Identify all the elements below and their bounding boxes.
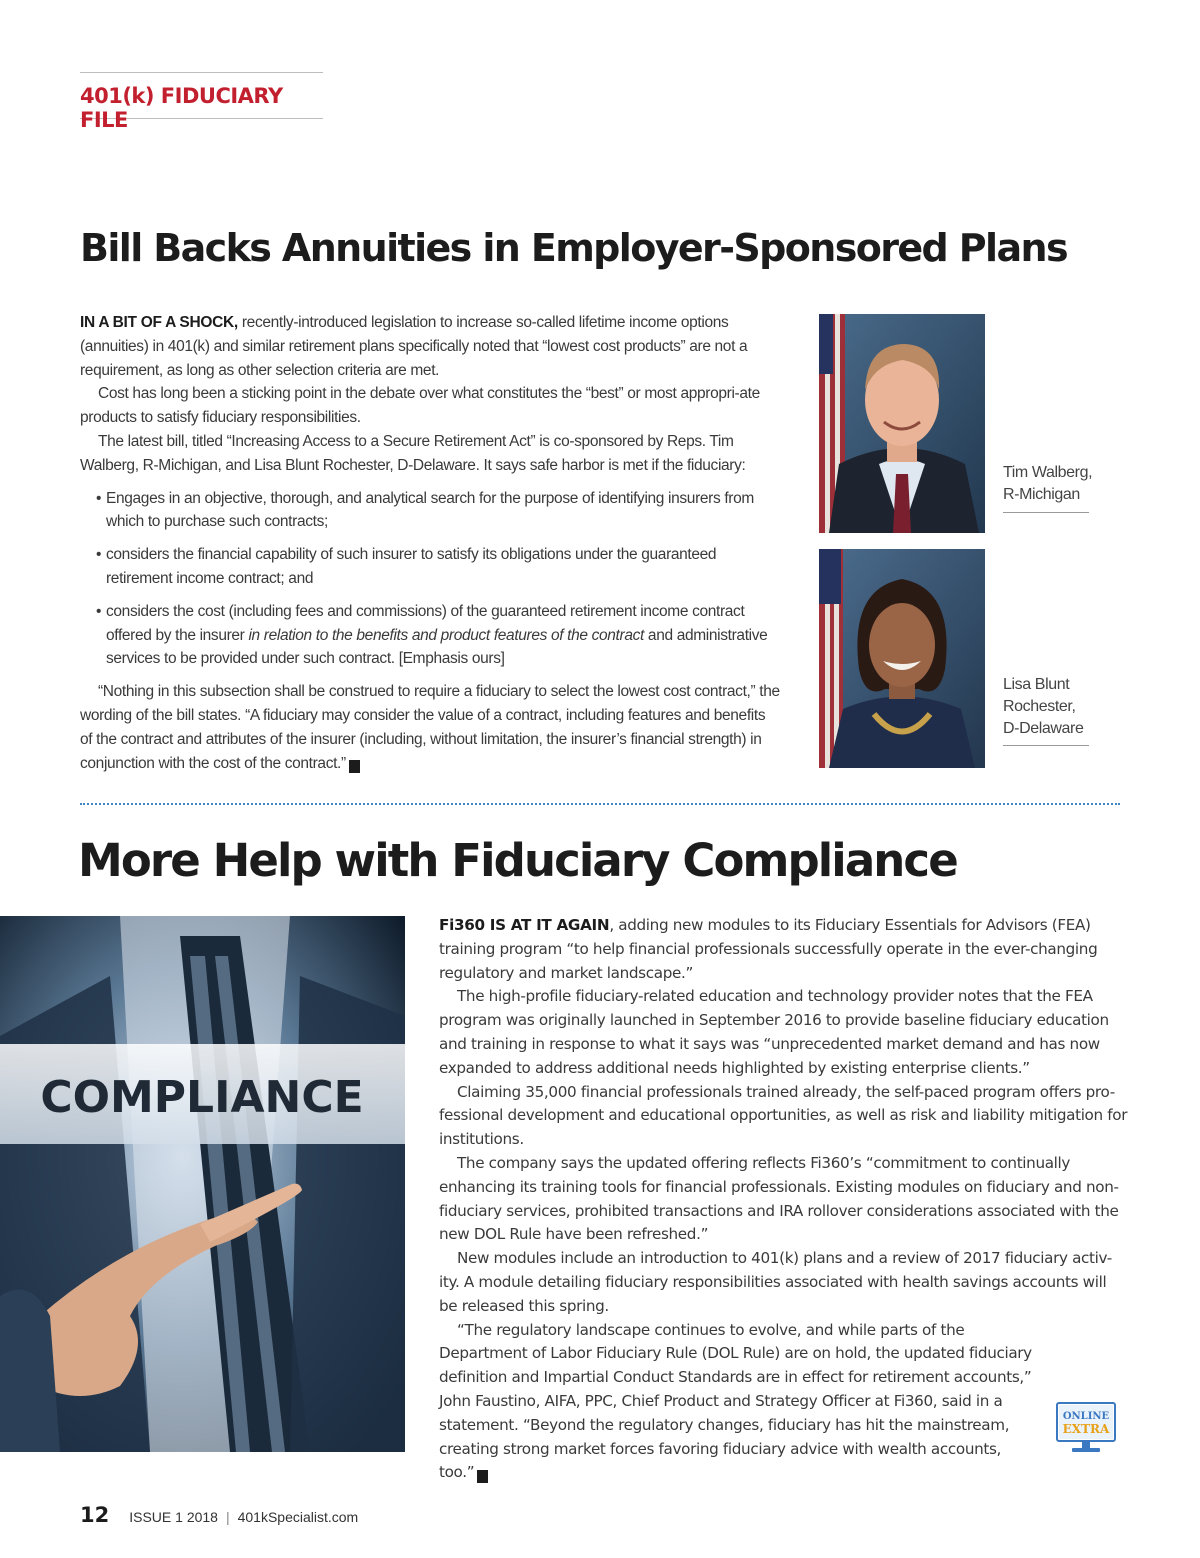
compliance-image: [0, 916, 405, 1452]
article2-title: More Help with Fiduciary Compliance: [78, 834, 957, 887]
article1-bullet-1: [96, 487, 780, 535]
caption2-rule: [1003, 745, 1089, 746]
article1-title: Bill Backs Annuities in Employer-Sponsored Plans: [80, 226, 1067, 270]
online-extra-badge[interactable]: [1056, 1402, 1116, 1454]
caption2-line1: Lisa Blunt: [1003, 676, 1070, 693]
article1-body: [80, 311, 780, 775]
article2-paragraph-3: Claiming 35,000 financial professionals trained already, the self-paced program offers pro-fessional development and educational opportunities, as well as risk and liability mitigation for institutions.: [439, 1082, 1128, 1149]
page-footer: [80, 1503, 358, 1527]
article2-lead: Fi360 IS AT IT AGAIN: [439, 916, 610, 934]
caption1-line1: Tim Walberg,: [1003, 464, 1093, 481]
photo-lisa-blunt-rochester: [819, 549, 985, 768]
article1-bullet-2: [96, 543, 780, 591]
caption1-rule: [1003, 512, 1089, 513]
caption2-line3: D-Delaware: [1003, 720, 1084, 737]
article2-paragraph-6: [439, 1319, 1129, 1486]
article2-p6-text: “The regulatory landscape continues to evolve, and while parts of the Department of Labor Fiduciary Rule (DOL Rule) are on hold, the updated fiduciary definition and Impartial Conduct Standards are in effect for retirement accounts,” John Faustino, AIFA, PPC, Chief Product and Strategy Officer at Fi360, said in a statement. “Beyond the regulatory changes, fiduciary has hit the mainstream, creating strong market forces favoring fiduciary advice with wealth accounts, too.”: [439, 1320, 1032, 1482]
caption1-line2: R-Michigan: [1003, 486, 1080, 503]
article2-paragraph-5: New modules include an introduction to 401(k) plans and a review of 2017 fiduciary activ-ity. A module detailing fiduciary responsibilities associated with health savings accounts will be released this spring.: [439, 1249, 1112, 1315]
article1-paragraph-2: Cost has long been a sticking point in the debate over what constitutes the “best” or most appropri-ate products to satisfy fiduciary responsibilities.: [80, 385, 760, 427]
bullet-dot: •: [96, 602, 102, 620]
page-number: 12: [80, 1503, 110, 1527]
bullet3-text-a: considers the cost (including fees and commissions) of the guaranteed retirement income contract offered by the insurer: [106, 602, 745, 644]
section-tag-label: 401(k) FIDUCIARY FILE: [80, 84, 283, 132]
article2-paragraph-4: The company says the updated offering reflects Fi360’s “commitment to continually enhancing its training tools for financial professionals. Existing modules on fiduciary and non-fiduciary services, prohibited transactions and IRA rollover considerations associated with the new DOL Rule have been refreshed.”: [439, 1153, 1119, 1244]
caption-lisa-blunt-rochester: [1003, 674, 1103, 740]
article1-paragraph-4: [80, 680, 780, 775]
section-divider: [80, 803, 1120, 805]
article1-paragraph-3: The latest bill, titled “Increasing Access to a Secure Retirement Act” is co-sponsored by Reps. Tim Walberg, R-Michigan, and Lisa Blunt Rochester, D-Delaware. It says safe harbor is met if the fiduciary:: [80, 432, 746, 474]
bullet-text: [106, 600, 780, 671]
article2-body: [439, 914, 1129, 1485]
issue-label: ISSUE 1 2018: [129, 1509, 218, 1525]
article1-lead: IN A BIT OF A SHOCK,: [80, 314, 238, 331]
article1-p4-text: “Nothing in this subsection shall be construed to require a fiduciary to select the lowest cost contract,” the wording of the bill states. “A fiduciary may consider the value of a contract, including features and benefits of the contract and attributes of the insurer (including, without limitation, the insurer’s financial strength) in conjunction with the cost of the contract.”: [80, 683, 780, 772]
article1-p1-text: recently-introduced legislation to increase so-called lifetime income options (annuities) in 401(k) and similar retirement plans specifically noted that “lowest cost products” are not a requirement, as long as other selection criteria are met.: [80, 314, 748, 379]
section-tag: [80, 72, 323, 132]
website-link[interactable]: 401kSpecialist.com: [237, 1509, 359, 1525]
online-extra-line2: EXTRA: [1062, 1422, 1110, 1436]
article1-bullet-3: [96, 600, 780, 671]
article2-paragraph-1: [439, 914, 1129, 985]
online-extra-line1: ONLINE: [1062, 1411, 1110, 1422]
end-mark-icon: K: [477, 1470, 488, 1483]
compliance-image-label: COMPLIANCE: [40, 1072, 364, 1123]
bullet-text: Engages in an objective, thorough, and analytical search for the purpose of identifying insurers from which to purchase such contracts;: [106, 489, 754, 531]
bullet-dot: •: [96, 489, 102, 507]
caption2-line2: Rochester,: [1003, 698, 1076, 715]
photo-tim-walberg: [819, 314, 985, 533]
article2-p1-text: , adding new modules to its Fiduciary Essentials for Advisors (FEA) training program “to help financial professionals successfully operate in the ever-changing regulatory and market landscape.”: [439, 916, 1098, 982]
bullet3-text-b: and administrative services to be provided under such contract. [Emphasis ours]: [106, 626, 768, 668]
caption-tim-walberg: [1003, 462, 1103, 506]
footer-separator: |: [225, 1509, 230, 1525]
bullet-text: considers the financial capability of such insurer to satisfy its obligations under the guaranteed retirement income contract; and: [106, 546, 717, 587]
bullet3-emphasis: in relation to the benefits and product features of the contract: [248, 626, 644, 644]
end-mark-icon: K: [349, 760, 360, 773]
article1-paragraph-1: [80, 311, 780, 382]
bullet-dot: •: [96, 546, 102, 564]
article2-paragraph-2: The high-profile fiduciary-related education and technology provider notes that the FEA program was originally launched in September 2016 to provide baseline fiduciary education and training in response to what it says was “unprecedented market demand and has now expanded to address additional needs highlighted by existing enterprise clients.”: [439, 987, 1109, 1077]
